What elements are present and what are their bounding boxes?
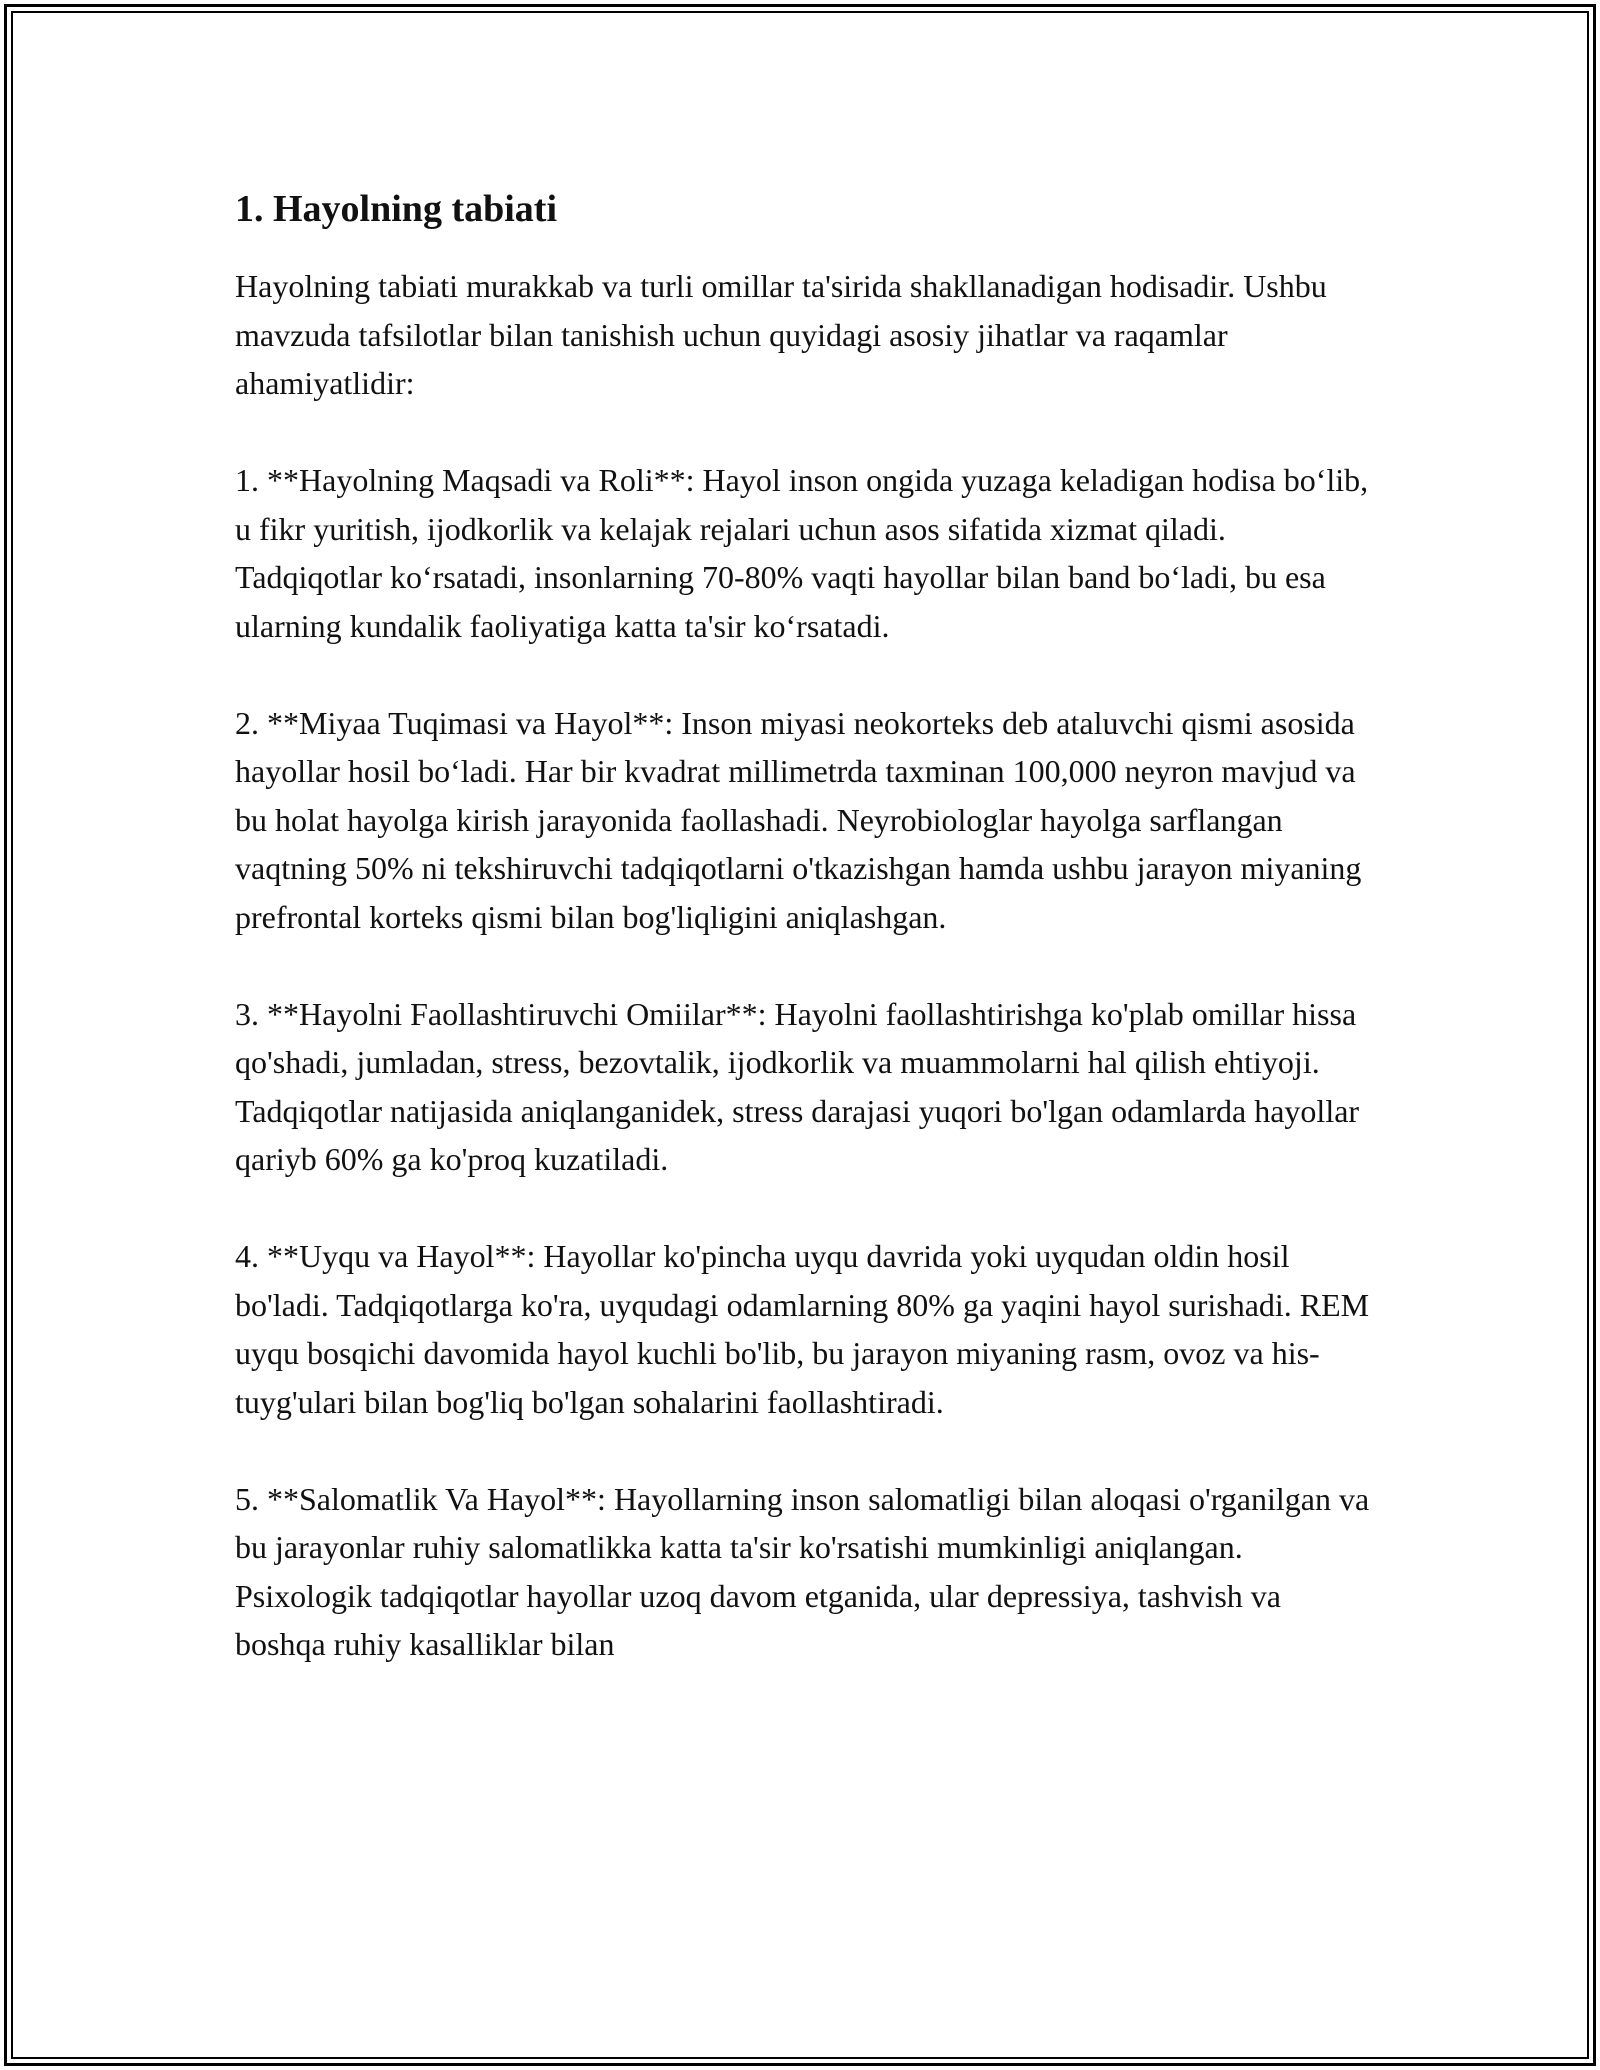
list-item-2: 2. **Miyaa Tuqimasi va Hayol**: Inson miyasi neokorteks deb ataluvchi qismi asosida hayollar hosil bo‘ladi. Har bir kvadrat millimetrda taxminan 100,000 neyron mavjud va bu holat hayolga kirish jarayonida faollashadi. Neyrobiologlar hayolga sarflangan vaqtning 50% ni tekshiruvchi tadqiqotlarni o'tkazishgan hamda ushbu jarayon miyaning prefrontal korteks qismi bilan bog'liqligini aniqlashgan.: [235, 704, 1362, 935]
document-body: [235, 185, 1375, 1717]
list-item-1: 1. **Hayolning Maqsadi va Roli**: Hayol inson ongida yuzaga keladigan hodisa bo‘lib, u fikr yuritish, ijodkorlik va kelajak rejalari uchun asos sifatida xizmat qiladi. Tadqiqotlar ko‘rsatadi, insonlarning 70-80% vaqti hayollar bilan band bo‘ladi, bu esa ularning kundalik faoliyatiga katta ta'sir ko‘rsatadi.: [235, 462, 1369, 644]
list-item-5: 5. **Salomatlik Va Hayol**: Hayollarning inson salomatligi bilan aloqasi o'rganilgan va bu jarayonlar ruhiy salomatlikka katta ta'sir ko'rsatishi mumkinligi aniqlangan. Psixologik tadqiqotlar hayollar uzoq davom etganida, ular depressiya, tashvish va boshqa ruhiy kasalliklar bilan: [235, 1480, 1370, 1663]
intro-paragraph: Hayolning tabiati murakkab va turli omillar ta'sirida shakllanadigan hodisadir. Ushbu mavzuda tafsilotlar bilan tanishish uchun quyidagi asosiy jihatlar va raqamlar ahamiyatlidir:: [235, 268, 1327, 402]
list-item-4: 4. **Uyqu va Hayol**: Hayollar ko'pincha uyqu davrida yoki uyqudan oldin hosil bo'ladi. Tadqiqotlarga ko'ra, uyqudagi odamlarning 80% ga yaqini hayol surishadi. REM uyqu bosqichi davomida hayol kuchli bo'lib, bu jarayon miyaning rasm, ovoz va his-tuyg'ulari bilan bog'liq bo'lgan sohalarini faollashtiradi.: [235, 1238, 1370, 1420]
section-heading: 1. Hayolning tabiati: [235, 188, 557, 230]
list-item-3: 3. **Hayolni Faollashtiruvchi Omiilar**: Hayolni faollashtirishga ko'plab omillar hissa qo'shadi, jumladan, stress, bezovtalik, ijodkorlik va muammolarni hal qilish ehtiyoji. Tadqiqotlar natijasida aniqlanganidek, stress darajasi yuqori bo'lgan odamlarda hayollar qariyb 60% ga ko'proq kuzatiladi.: [235, 995, 1360, 1178]
